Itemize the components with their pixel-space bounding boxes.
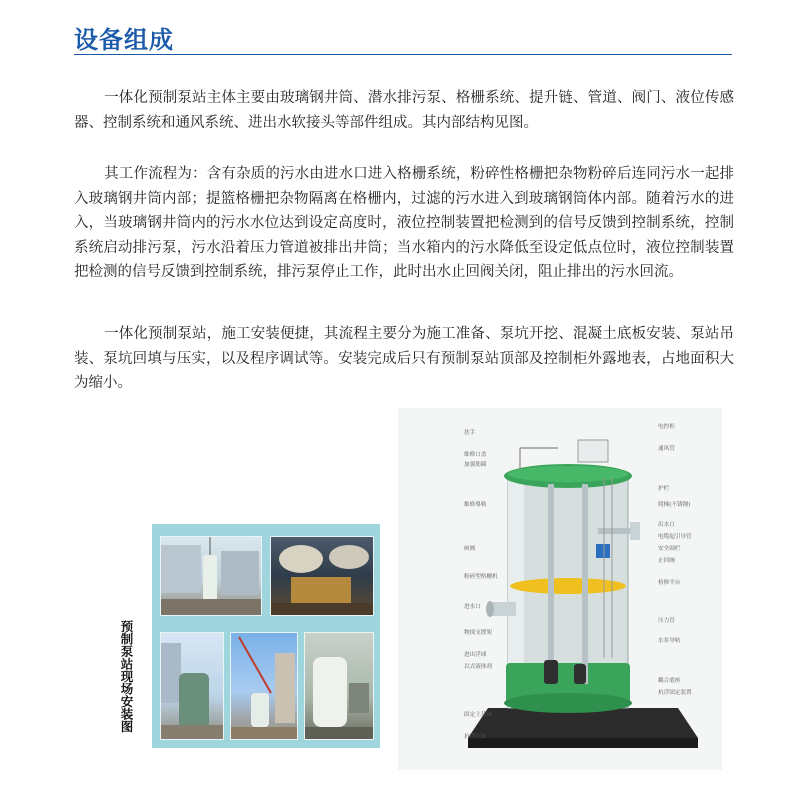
label-cable-conduit: 电缆起引导管 <box>658 534 692 540</box>
label-gate-valve: 闸阀 <box>464 546 476 552</box>
label-anti-float: 抗浮沉体 <box>464 734 487 740</box>
label-pressure-pipe: 压力管 <box>658 618 675 624</box>
label-check-valve: 止回阀 <box>658 558 675 564</box>
label-pump-rail: 水泵导轨 <box>658 638 681 644</box>
label-platform: 检修平台 <box>658 580 681 586</box>
paragraph-text: 一体化预制泵站，施工安装便捷，其流程主要分为施工准备、泵坑开挖、混凝土底板安装、泵站吊装、泵坑回填与压实，以及程序调试等。安装完成后只有预制泵站顶部及控制柜外露地表，占地面积大为缩小。 <box>74 326 734 391</box>
collage-caption: 预制泵站现场安装图 <box>119 620 134 733</box>
page-title: 设备组成 <box>74 26 174 54</box>
label-outlet: 出水口 <box>658 522 675 528</box>
label-reinforcing-ring: 加强筋圈 <box>464 462 487 468</box>
label-liquid-level: 以式液体剂 <box>464 664 492 670</box>
photo-crane-lifting <box>160 536 262 616</box>
label-maintenance-rail: 維修導軌 <box>464 502 487 508</box>
pump-station-diagram <box>398 408 722 770</box>
label-handrail: 扶手 <box>464 430 476 436</box>
label-maintenance-cover: 维修口盖 <box>464 452 487 458</box>
label-foundation: 固定土基础 <box>464 712 492 718</box>
label-grinder: 粉碎型格栅机 <box>464 574 498 580</box>
photo-green-tank <box>160 632 224 740</box>
label-vent-pipe: 通风管 <box>658 446 675 452</box>
label-inlet: 进水口 <box>464 604 481 610</box>
label-safety-rail: 安全围栏 <box>658 546 681 552</box>
label-support-frame: 物探支撑架 <box>464 630 492 636</box>
paragraph-workflow <box>74 162 734 285</box>
pump-station-illustration <box>398 408 722 770</box>
label-guardrail: 护栏 <box>658 486 670 492</box>
photo-installed-tank <box>304 632 374 740</box>
paragraph-text: 一体化预制泵站主体主要由玻璃钢井筒、潜水排污泵、格栅系统、提升链、管道、阀门、液位传感器、控制系统和通风系统、进出水软接头等部件组成。其内部结构见图。 <box>74 90 734 131</box>
title-divider <box>74 54 732 55</box>
label-coupling-base: 耦合底座 <box>658 678 681 684</box>
photo-pit-interior <box>270 536 374 616</box>
label-control-cabinet: 电控柜 <box>658 424 675 430</box>
paragraph-installation <box>74 322 734 396</box>
label-anti-float-device: 抗浮固定装置 <box>658 690 692 696</box>
label-float: 进出浮球 <box>464 652 487 658</box>
photo-crane-placement <box>230 632 298 740</box>
label-ladder: 爬梯(不锈钢) <box>658 502 691 508</box>
paragraph-text: 其工作流程为：含有杂质的污水由进水口进入格栅系统，粉碎性格栅把杂物粉碎后连同污水一起排入玻璃钢井筒内部；提篮格栅把杂物隔离在格栅内，过滤的污水进入到玻璃钢筒体内部。随着污水的进入，当玻璃钢井筒内的污水水位达到设定高度时，液位控制装置把检测到的信号反馈到控制系统，控制系统启动排污泵，污水沿着压力管道被排出井筒；当水箱内的污水降低至设定低点位时，液位控制装置把检测的信号反馈到控制系统，排污泵停止工作，此时出水止回阀关闭，阻止排出的污水回流。 <box>74 166 734 280</box>
paragraph-composition <box>74 86 734 135</box>
installation-photo-collage <box>152 524 380 748</box>
